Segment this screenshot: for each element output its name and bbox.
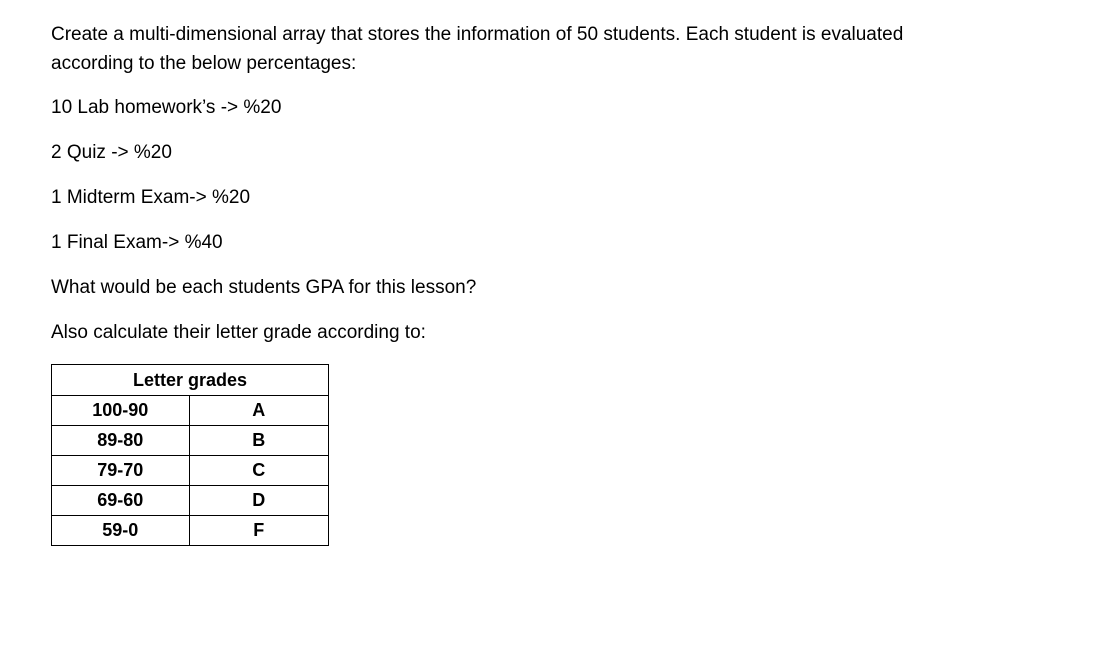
intro-paragraph: Create a multi-dimensional array that stores the information of 50 students. Each student is evaluated according to the below percentages: xyxy=(51,24,904,74)
weight-item-final: 1 Final Exam-> %40 xyxy=(51,232,223,253)
instruction-text: Also calculate their letter grade according to: xyxy=(51,322,426,343)
grade-range-cell: 69-60 xyxy=(52,486,190,516)
grade-range-cell: 79-70 xyxy=(52,456,190,486)
grade-letter-cell: F xyxy=(189,516,328,546)
grade-letter-cell: C xyxy=(189,456,328,486)
grade-range-cell: 100-90 xyxy=(52,396,190,426)
table-row xyxy=(52,426,329,456)
grade-letter-cell: D xyxy=(189,486,328,516)
table-row xyxy=(52,456,329,486)
grade-range-cell: 59-0 xyxy=(52,516,190,546)
document-body xyxy=(51,20,1051,540)
weight-item-quiz: 2 Quiz -> %20 xyxy=(51,142,172,163)
weight-item-lab: 10 Lab homework’s -> %20 xyxy=(51,97,282,118)
table-row xyxy=(52,396,329,426)
table-row xyxy=(52,486,329,516)
grade-letter-cell: B xyxy=(189,426,328,456)
grade-letter-cell: A xyxy=(189,396,328,426)
table-header: Letter grades xyxy=(52,365,329,396)
table-row xyxy=(52,516,329,546)
letter-grades-table xyxy=(51,364,329,546)
question-text: What would be each students GPA for this lesson? xyxy=(51,277,477,298)
grade-range-cell: 89-80 xyxy=(52,426,190,456)
weight-item-midterm: 1 Midterm Exam-> %20 xyxy=(51,187,251,208)
